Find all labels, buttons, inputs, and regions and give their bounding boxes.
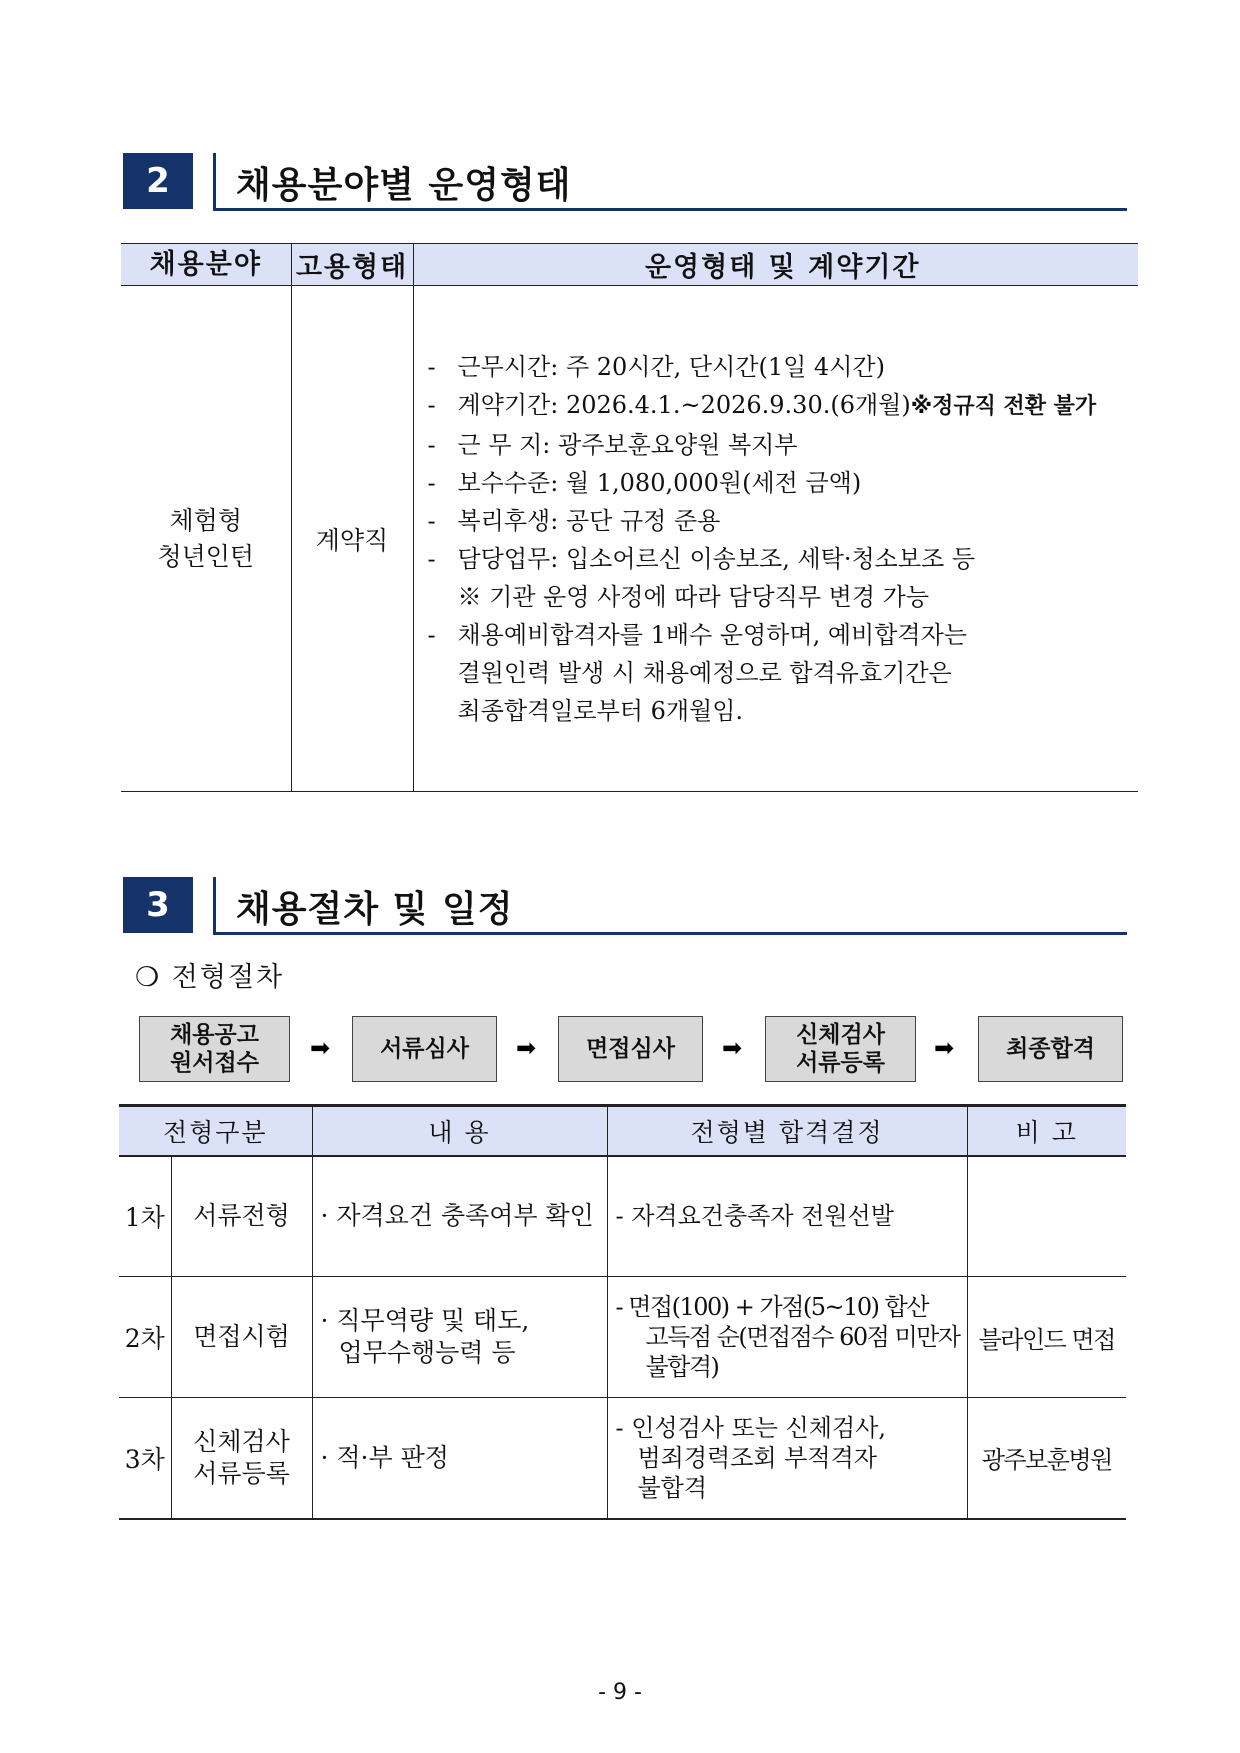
flow-step-application: 채용공고 원서접수 (139, 1016, 290, 1082)
employment-type-cell: 계약직 (291, 286, 413, 792)
decision-cell: - 면접(100) + 가점(5~10) 합산 고득점 순(면접점수 60점 미만자 불합격) (607, 1277, 967, 1398)
header-stage: 전형구분 (119, 1106, 312, 1156)
stage-cell: 2차 (119, 1277, 171, 1398)
stage-name-cell: 면접시험 (171, 1277, 312, 1398)
header-content: 내 용 (312, 1106, 607, 1156)
header-note: 비 고 (967, 1106, 1126, 1156)
table-header-row (119, 1106, 1126, 1156)
decision-cell: - 인성검사 또는 신체검사, 범죄경력조회 부적격자 불합격 (607, 1398, 967, 1519)
section-3-header (123, 877, 1127, 937)
flow-step-interview: 면접심사 (558, 1016, 703, 1082)
list-item: - 복리후생: 공단 규정 준용 (427, 506, 721, 535)
field-line: 청년인턴 (157, 541, 255, 571)
decision-cell: - 자격요건충족자 전원선발 (607, 1156, 967, 1277)
list-item: - 보수수준: 월 1,080,000원(세전 금액) (427, 468, 862, 497)
arrow-right-icon: ➡ (310, 1034, 331, 1062)
field-cell (121, 286, 291, 792)
list-item: - 근 무 지: 광주보훈요양원 복지부 (427, 430, 798, 459)
header-field: 채용분야 (121, 244, 291, 286)
contract-note: ※정규직 전환 불가 (910, 393, 1097, 419)
table-row (119, 1277, 1126, 1398)
table-row (121, 286, 1138, 792)
table-row (119, 1398, 1126, 1519)
list-item: - 계약기간: 2026.4.1.~2026.9.30.(6개월)※정규직 전환 불가 (427, 390, 1097, 419)
stage-name-cell: 서류전형 (171, 1156, 312, 1277)
content-cell: · 적·부 판정 (312, 1398, 607, 1519)
section-number: 2 (123, 153, 193, 209)
stage-cell: 1차 (119, 1156, 171, 1277)
note-cell (967, 1156, 1126, 1277)
table-row (119, 1156, 1126, 1277)
stage-name-cell: 신체검사 서류등록 (171, 1398, 312, 1519)
content-cell: · 직무역량 및 태도, 업무수행능력 등 (312, 1277, 607, 1398)
note-cell: 광주보훈병원 (967, 1398, 1126, 1519)
list-item: - 담당업무: 입소어르신 이송보조, 세탁·청소보조 등 (427, 544, 976, 573)
flow-step-document-review: 서류심사 (352, 1016, 497, 1082)
section-bar (213, 153, 216, 211)
list-item: - 근무시간: 주 20시간, 단시간(1일 4시간) (427, 352, 885, 381)
arrow-right-icon: ➡ (722, 1034, 743, 1062)
section-bar (213, 877, 216, 935)
flow-step-final-pass: 최종합격 (978, 1016, 1123, 1082)
section-number: 3 (123, 877, 193, 933)
content-cell: · 자격요건 충족여부 확인 (312, 1156, 607, 1277)
header-employment-type: 고용형태 (291, 244, 413, 286)
section-title: 채용분야별 운영형태 (236, 165, 572, 206)
section-underline (213, 208, 1127, 211)
section-underline (213, 932, 1127, 935)
page-number: - 9 - (598, 1680, 642, 1705)
list-item-continued: 최종합격일로부터 6개월임. (457, 696, 744, 725)
arrow-right-icon: ➡ (934, 1034, 955, 1062)
section-title: 채용절차 및 일정 (236, 889, 514, 930)
flow-step-physical-exam: 신체검사 서류등록 (765, 1016, 916, 1082)
employment-type-table (121, 243, 1138, 792)
selection-procedure-table (119, 1104, 1126, 1520)
header-operation: 운영형태 및 계약기간 (413, 244, 1138, 286)
list-item: - 채용예비합격자를 1배수 운영하며, 예비합격자는 (427, 620, 967, 649)
stage-cell: 3차 (119, 1398, 171, 1519)
note-cell: 블라인드 면접 (967, 1277, 1126, 1398)
section-2-header (123, 153, 1127, 213)
list-item-continued: 결원인력 발생 시 채용예정으로 합격유효기간은 (457, 658, 952, 687)
table-header-row (121, 244, 1138, 286)
field-line: 체험형 (169, 505, 242, 535)
arrow-right-icon: ➡ (516, 1034, 537, 1062)
condition-list (428, 348, 1139, 730)
operation-cell (413, 286, 1138, 792)
procedure-heading: ❍ 전형절차 (135, 962, 285, 993)
duty-note: ※ 기관 운영 사정에 따라 담당직무 변경 가능 (457, 582, 930, 611)
header-decision: 전형별 합격결정 (607, 1106, 967, 1156)
